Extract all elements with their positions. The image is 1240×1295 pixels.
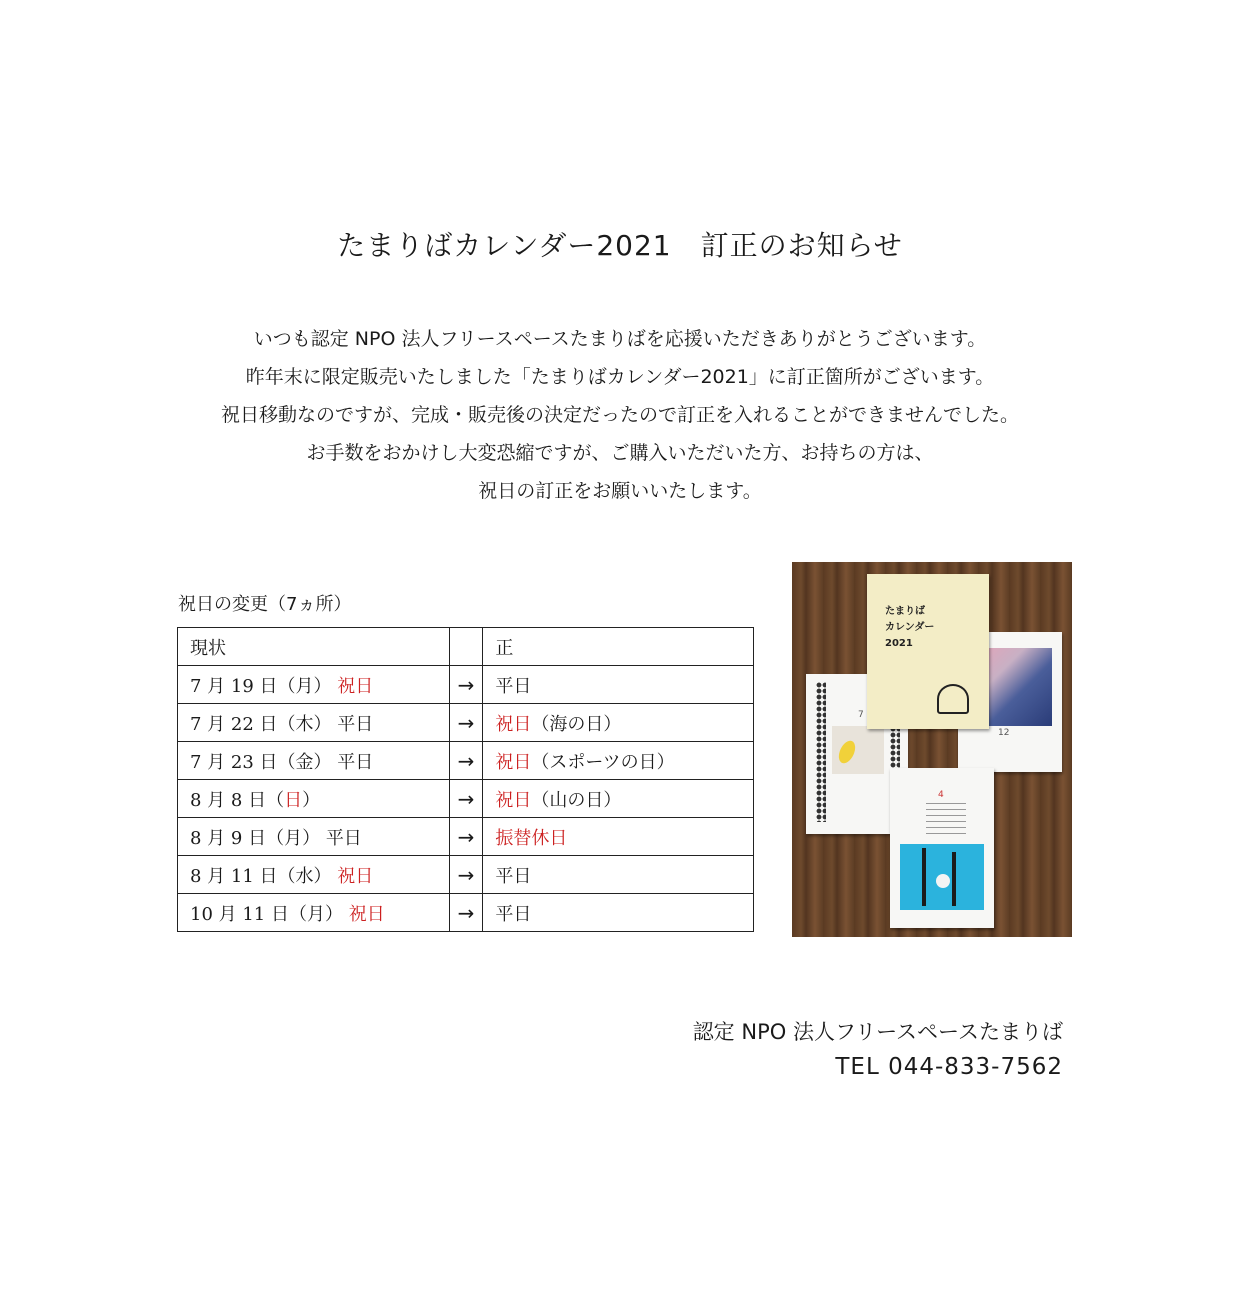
correct-text: 祝日 — [495, 751, 532, 773]
organization-name: 認定 NPO 法人フリースペースたまりば — [692, 1020, 1063, 1044]
cover-title-line: 2021 — [885, 638, 913, 649]
intro-line: お手数をおかけし大変恐縮ですが、ご購入いただいた方、お持ちの方は、 — [306, 442, 934, 464]
date-text: 7 月 19 日（月） — [190, 675, 332, 697]
arrow-cell: → — [449, 742, 483, 780]
header-current: 現状 — [178, 628, 450, 666]
arrow-cell: → — [449, 780, 483, 818]
table-row — [178, 780, 754, 818]
cover-illustration — [937, 684, 969, 714]
month-number: 12 — [998, 728, 1010, 738]
correct-note: （山の日） — [531, 789, 622, 811]
status-suffix: ） — [302, 789, 321, 811]
arrow-cell: → — [449, 818, 483, 856]
month-number: 4 — [938, 790, 944, 800]
artwork-fruit — [832, 726, 884, 774]
dot-pattern — [816, 682, 826, 822]
date-text: 8 月 9 日（月） — [190, 827, 321, 849]
correct-note: （スポーツの日） — [531, 751, 675, 773]
correct-text: 平日 — [495, 865, 532, 887]
correct-text: 平日 — [495, 903, 532, 925]
artwork-plants — [900, 844, 984, 910]
cell-correct — [483, 894, 754, 932]
table-caption: 祝日の変更（7ヵ所） — [178, 594, 352, 615]
arrow-cell: → — [449, 894, 483, 932]
cover-title-line: たまりば — [885, 606, 925, 617]
calendar-cover — [867, 574, 989, 729]
correct-text: 祝日 — [495, 713, 532, 735]
status-text: 平日 — [337, 751, 374, 773]
mini-calendar-grid — [926, 802, 966, 834]
header-correct: 正 — [483, 628, 754, 666]
intro-line: 祝日の訂正をお願いいたします。 — [478, 480, 762, 502]
arrow-cell: → — [449, 856, 483, 894]
cell-current — [178, 780, 450, 818]
status-text: 祝日 — [337, 865, 374, 887]
status-text: 平日 — [325, 827, 362, 849]
table-row — [178, 894, 754, 932]
cell-current — [178, 894, 450, 932]
cell-correct — [483, 818, 754, 856]
cell-current — [178, 704, 450, 742]
date-text: 7 月 23 日（金） — [190, 751, 332, 773]
holiday-changes-table — [177, 627, 754, 932]
status-text: 祝日 — [337, 675, 374, 697]
arrow-cell: → — [449, 666, 483, 704]
arrow-cell: → — [449, 704, 483, 742]
table-row — [178, 818, 754, 856]
intro-text — [0, 320, 1240, 510]
correct-text: 振替休日 — [495, 827, 568, 849]
intro-line: 昨年末に限定販売いたしました「たまりばカレンダー2021」に訂正箇所がございます。 — [245, 366, 995, 388]
table-header-row — [178, 628, 754, 666]
header-arrow — [449, 628, 483, 666]
date-text: 8 月 8 日（ — [190, 789, 285, 811]
table-row — [178, 742, 754, 780]
date-text: 7 月 22 日（木） — [190, 713, 332, 735]
cell-correct — [483, 666, 754, 704]
calendar-photo — [792, 562, 1072, 937]
status-text: 祝日 — [348, 903, 385, 925]
cell-current — [178, 856, 450, 894]
table-row — [178, 666, 754, 704]
status-text: 平日 — [337, 713, 374, 735]
cell-current — [178, 818, 450, 856]
date-text: 8 月 11 日（水） — [190, 865, 332, 887]
correct-note: （海の日） — [531, 713, 622, 735]
cell-correct — [483, 704, 754, 742]
cover-title-line: カレンダー — [885, 622, 935, 633]
table-row — [178, 704, 754, 742]
intro-line: 祝日移動なのですが、完成・販売後の決定だったので訂正を入れることができませんでした。 — [220, 404, 1019, 426]
phone-number: TEL 044-833-7562 — [835, 1054, 1063, 1080]
cell-correct — [483, 856, 754, 894]
month-number: 7 — [858, 710, 864, 720]
correct-text: 祝日 — [495, 789, 532, 811]
date-text: 10 月 11 日（月） — [190, 903, 343, 925]
cell-correct — [483, 780, 754, 818]
calendar-sheet-april — [890, 768, 994, 928]
cell-correct — [483, 742, 754, 780]
correct-text: 平日 — [495, 675, 532, 697]
cell-current — [178, 666, 450, 704]
table-row — [178, 856, 754, 894]
cell-current — [178, 742, 450, 780]
intro-line: いつも認定 NPO 法人フリースペースたまりばを応援いただきありがとうございます。 — [253, 328, 987, 350]
page-title: たまりばカレンダー2021 訂正のお知らせ — [337, 229, 903, 262]
status-text: 日 — [284, 789, 303, 811]
